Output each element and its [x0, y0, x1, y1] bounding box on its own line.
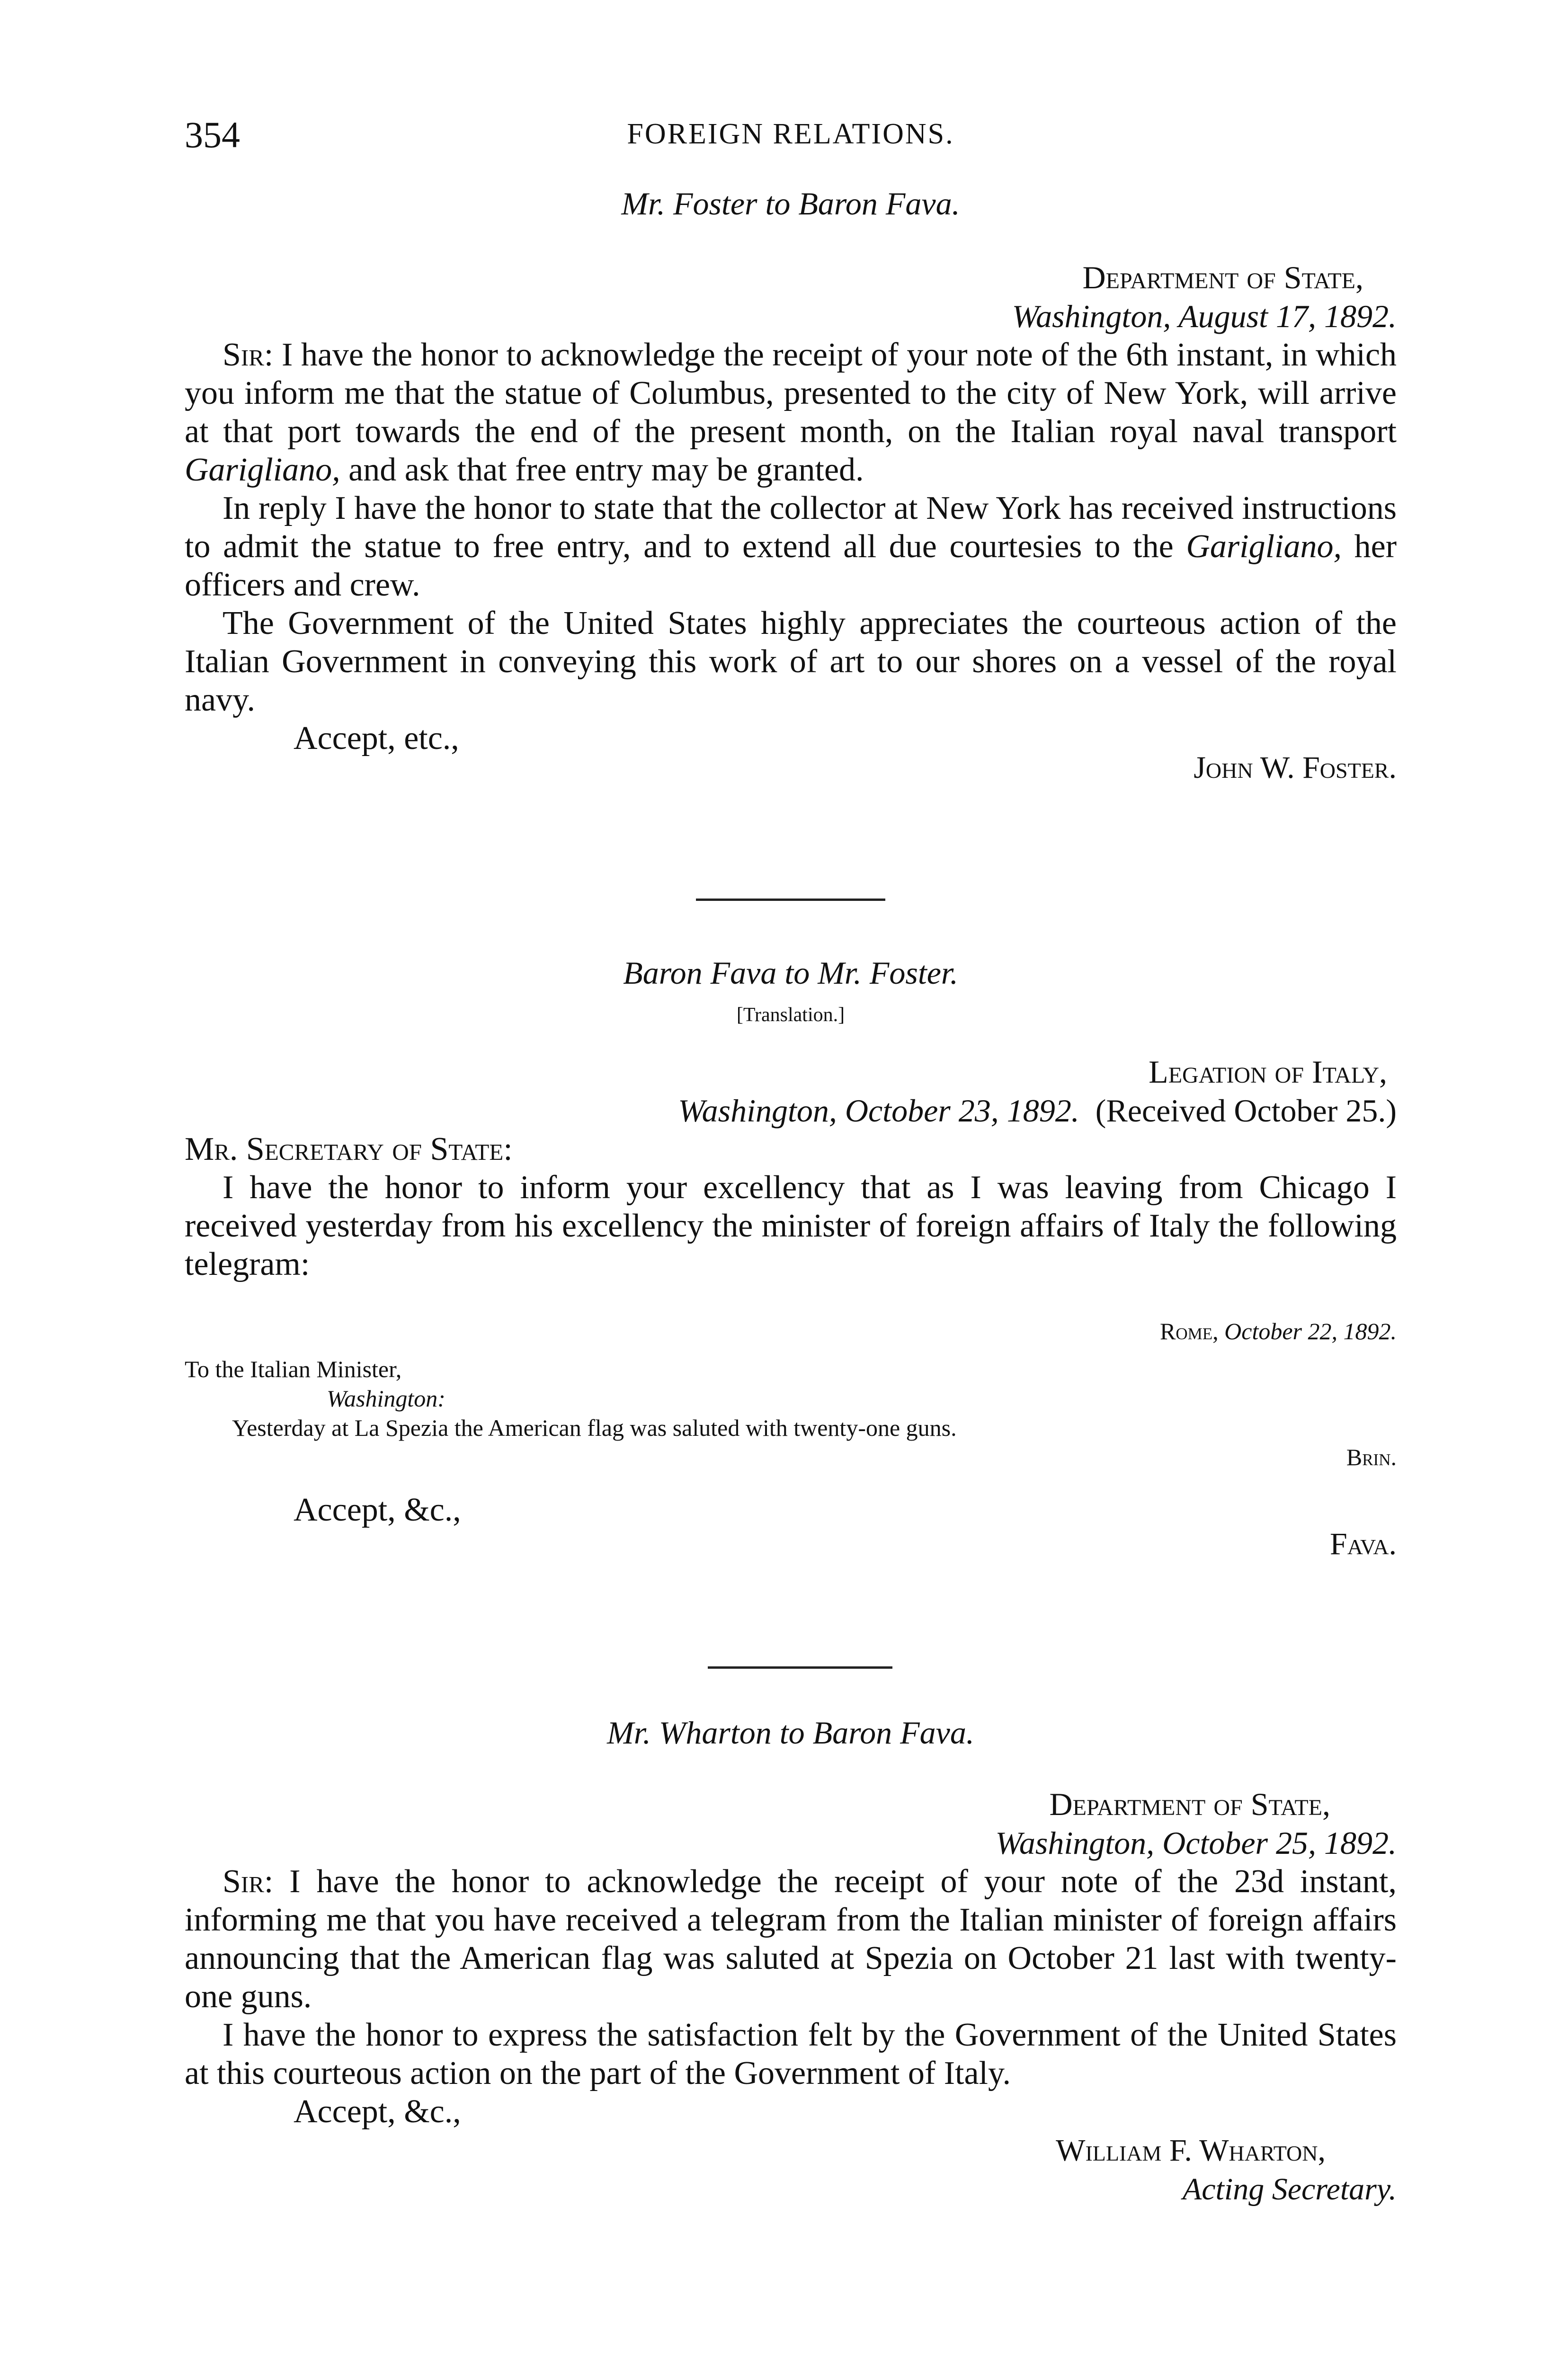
section-divider: [696, 899, 885, 901]
salutation: Mr. Secretary of State:: [185, 1131, 513, 1167]
closing: Accept, etc.,: [294, 720, 459, 756]
letter-heading: Mr. Foster to Baron Fava.: [621, 186, 960, 222]
salutation: Sir:: [223, 337, 274, 373]
place-date: Washington, August 17, 1892.: [1012, 298, 1397, 334]
letter-heading: Mr. Wharton to Baron Fava.: [607, 1715, 974, 1751]
signature-title: Acting Secretary.: [1182, 2172, 1397, 2207]
paragraph: Sir: I have the honor to acknowledge the receipt of your note of the 6th instant, in which you inform me that the statue of Columbus, presented to the city of New York, will arrive at that port towards the end of the present month, on the Italian royal naval transport Garigliano, and ask that free entry may be granted.: [185, 337, 1397, 488]
running-title: FOREIGN RELATIONS.: [627, 118, 954, 150]
paragraph: I have the honor to inform your excellency that as I was leaving from Chicago I received yesterday from his excellency the minister of foreign affairs of Italy the following telegram:: [185, 1169, 1397, 1282]
place-date: Washington, October 23, 1892.: [678, 1093, 1079, 1129]
page-number: 354: [185, 114, 240, 155]
telegram-signature: Brin.: [1346, 1444, 1397, 1470]
telegram-recipient-place: Washington:: [327, 1385, 445, 1412]
place-date-line: [185, 1091, 1397, 1130]
paragraph: Sir: I have the honor to acknowledge the receipt of your note of the 23d instant, informing me that you have received a telegram from the Italian minister of foreign affairs announcing that the American flag was saluted at Spezia on October 21 last with twenty-one guns.: [185, 1863, 1397, 2015]
running-head: [185, 114, 1397, 156]
paragraph: In reply I have the honor to state that the collector at New York has received instructions to admit the statue to free entry, and to extend all due courtesies to the Garigliano, her officers and crew.: [185, 490, 1397, 603]
letter-wharton-to-fava: [185, 1711, 1397, 2209]
paragraph: The Government of the United States highly appreciates the courteous action of the Italian Government in conveying this work of art to our shores on a vessel of the royal navy.: [185, 605, 1397, 718]
letter-foster-to-fava: [185, 182, 1397, 787]
sender-office: Department of State,: [1049, 1786, 1330, 1822]
closing: Accept, &c.,: [294, 1492, 461, 1528]
telegram-recipient: To the Italian Minister,: [185, 1356, 402, 1382]
telegram: [185, 1317, 1397, 1472]
place-date: Washington, October 25, 1892.: [995, 1825, 1397, 1861]
signature: William F. Wharton,: [1056, 2133, 1326, 2168]
signature: Fava.: [1329, 1527, 1397, 1561]
telegram-text: Yesterday at La Spezia the American flag was saluted with twenty-one guns.: [232, 1415, 957, 1441]
received-date: (Received October 25.): [1095, 1093, 1397, 1129]
salutation: Sir:: [223, 1863, 274, 1900]
ship-name: Garigliano,: [1186, 528, 1342, 565]
section-divider: [708, 1666, 892, 1669]
closing: Accept, &c.,: [294, 2093, 461, 2130]
sender-office: Legation of Italy,: [1149, 1054, 1387, 1090]
letter-fava-to-foster: [185, 952, 1397, 1564]
translation-note: [Translation.]: [736, 1004, 845, 1026]
paragraph: I have the honor to express the satisfaction felt by the Government of the United States at this courteous action on the part of the Government of Italy.: [185, 2017, 1397, 2091]
sender-office: Department of State,: [1082, 259, 1363, 295]
telegram-place-date: Rome, October 22, 1892.: [1160, 1318, 1397, 1344]
signature: John W. Foster.: [1194, 750, 1397, 785]
ship-name: Garigliano,: [185, 452, 340, 488]
letter-heading: Baron Fava to Mr. Foster.: [623, 955, 958, 991]
